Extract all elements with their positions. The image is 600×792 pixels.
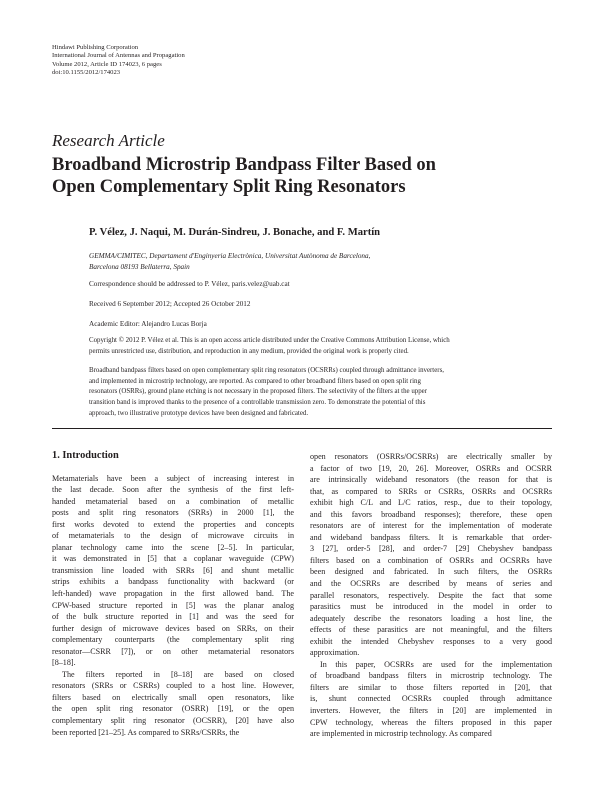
text-line: and this favors broadband responses); therefore, these open [310,509,552,519]
text-line: transmission line loaded with SRRs [6] and shunt metallic [52,565,294,575]
intro-paragraph-4 [310,659,552,740]
text-line: first works devoted to extend the properties and concepts [52,519,294,529]
text-line: The filters reported in [8–18] are based on closed [62,669,294,679]
text-line: CPW-based structure reported in [5] was the planar analog [52,600,294,610]
publisher-line: Hindawi Publishing Corporation [52,44,139,51]
abstract-line: resonators (OSRRs), ground plane etching is not necessary in the proposed filters. The selectivity of the filters at the upper [89,388,428,396]
text-line: parasitics must be introduced in the model in order to [310,602,552,612]
text-line: the open split ring resonator (OSRR) [19], or the open [52,704,294,714]
abstract-line: approach, two illustrative prototype devices have been designed and fabricated. [89,409,309,417]
text-line: open resonators (OSRRs/OCSRRs) are electrically smaller by [310,452,552,461]
intro-paragraph-3 [310,451,552,659]
abstract [89,366,551,420]
copyright-line-2: permits unrestricted use, distribution, and reproduction in any medium, provided the original work is properly cited. [89,348,409,355]
text-line: exhibit high C/L and L/C ratios, resp., due to their topology, [310,498,552,508]
text-line: resonators (SRRs or CSRRs) coupled to a host line. However, [52,681,294,691]
paper-title [52,154,572,198]
text-line: parallel resonators, respectively. Despite the fact that some [310,590,552,600]
text-line: filters based on electrically small open resonators, like [52,692,294,702]
affiliation-line-1: GEMMA/CIMITEC, Departament d'Enginyeria Electrònica, Universitat Autònoma de Barcelona, [89,252,371,260]
abstract-line: transition band is improved thanks to the presence of a controllable transmission zero. To demonstrate the potential of this [89,399,426,407]
text-line: been reported [21–25]. As compared to SRRs/CSRRs, the [52,727,240,737]
text-line: 3 [27], order-5 [28], and order-7 [29] Chebyshev bandpass [310,544,552,554]
text-line: handed metamaterial based on a combination of metallic [52,496,294,506]
section-divider [52,428,552,429]
intro-paragraph-1 [52,473,294,669]
copyright-notice [89,335,551,357]
text-line: of metamaterials to the design of microwave circuits in [52,531,294,541]
text-line: [8–18]. [52,658,76,668]
text-line: the last decade. Soon after the synthesis of the first left- [52,485,294,495]
text-line: is, shunt connected OCSRRs coupled through admittance [310,694,552,704]
right-column [310,451,552,740]
author-list: P. Vélez, J. Naqui, M. Durán-Sindreu, J. Bonache, and F. Martín [89,227,381,238]
received-dates: Received 6 September 2012; Accepted 26 October 2012 [89,300,251,308]
text-line: Metamaterials have been a subject of increasing interest in [52,473,294,483]
text-line: filters based on a combination of OSRRs and OCSRRs have [310,555,552,565]
text-line: posts and split ring resonators (SRRs) in 2000 [1], the [52,508,294,518]
correspondence: Correspondence should be addressed to P. Vélez, paris.velez@uab.cat [89,280,290,288]
text-line: further design of microwave devices based on SRRs, on their [52,623,294,633]
text-line: resonator—CSRR [7]), or on other metamaterial resonators [52,646,294,656]
intro-paragraph-2 [52,669,294,738]
text-line: it was demonstrated in [5] that a coplanar waveguide (CPW) [52,554,294,564]
abstract-line: and implemented in microstrip technology, are reported. As compared to other broadband filters based on open split ring [89,377,421,385]
title-line-2: Open Complementary Split Ring Resonators [52,177,406,197]
text-line: left-handed) wave propagation in the first allowed band. The [52,589,294,599]
volume-line: Volume 2012, Article ID 174023, 6 pages [52,60,162,68]
section-heading: 1. Introduction [52,450,119,461]
text-line: exhibit the intended Chebyshev responses to a very good [310,636,552,646]
text-line: filters are similar to those filters reported in [20], that [310,682,552,692]
text-line: a factor of two [19, 20, 26]. Moreover, OSRRs and OCSRR [310,463,552,473]
affiliation-line-2: Barcelona 08193 Bellaterra, Spain [89,263,190,271]
text-line: complementary counterparts (the complementary split ring [52,635,294,645]
text-line: In this paper, OCSRRs are used for the implementation [320,659,552,669]
text-line: strips exhibits a bandpass functionality with backward (or [52,577,294,587]
text-line: approximation. [310,648,360,658]
text-line: inverters. However, the filters in [20] are implemented in [310,706,552,716]
title-line-1: Broadband Microstrip Bandpass Filter Based on [52,155,436,175]
text-line: adequately describe the resonators loading a host line, the [310,613,552,623]
doi-line: doi:10.1155/2012/174023 [52,69,121,77]
article-type: Research Article [52,131,165,150]
text-line: planar technology came into the scene [2–5]. In particular, [52,542,294,552]
text-line: are intrinsically wideband resonators (the reason for that is [310,475,552,485]
text-line: CPW technology, whereas the filters proposed in this paper [310,717,552,727]
left-column [52,450,294,738]
journal-name: International Journal of Antennas and Propagation [52,52,185,60]
text-line: resonators are of interest for the implementation of moderate [310,521,552,531]
text-line: and wideband bandpass filters. It is remarkable that order- [310,532,552,542]
text-line: complementary split ring resonator (OCSRR), [20] have also [52,716,294,726]
text-line: effects of these parasitics are not meaningful, and the filters [310,625,552,635]
journal-header [52,44,185,78]
copyright-line-1: Copyright © 2012 P. Vélez et al. This is an open access article distributed under the Creative Commons Attribution License, which [89,337,450,344]
text-line: are implemented in microstrip technology. As compared [310,729,492,739]
text-line: that, as compared to SRRs or CSRRs, OSRRs and OCSRRs [310,486,552,496]
text-line: of the bulk structure reported in [1] and was the seed for [52,612,294,622]
abstract-line: Broadband bandpass filters based on open complementary split ring resonators (OCSRRs) coupled through admittance inverters, [89,367,444,374]
academic-editor: Academic Editor: Alejandro Lucas Borja [89,320,207,328]
text-line: been designed and fabricated. In such filters, the OSRRs [310,567,552,577]
text-line: and the OCSRRs are described by means of series and [310,579,552,589]
text-line: of broadband bandpass filters in microstrip technology. The [310,671,552,681]
affiliation [89,251,551,273]
